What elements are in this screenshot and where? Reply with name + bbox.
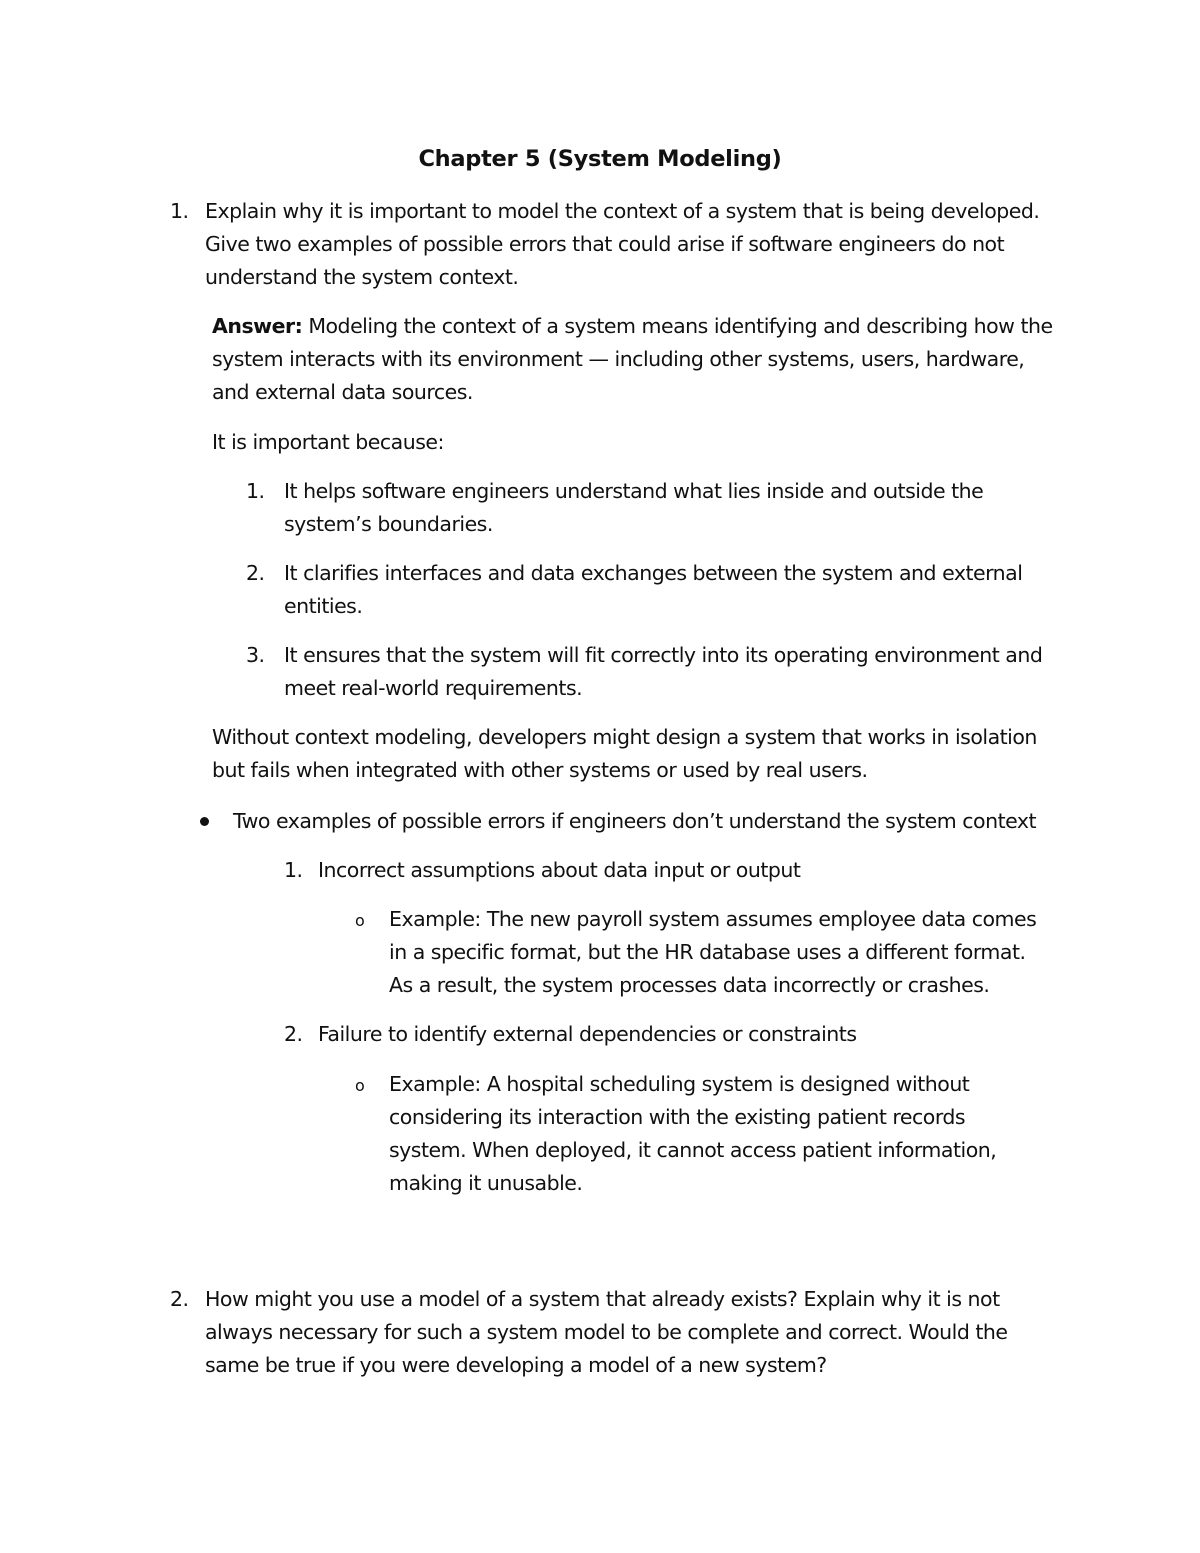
bullet-dot-icon: [200, 817, 209, 826]
reason-2-number: 2.: [246, 561, 265, 585]
error-1-example-line-1: Example: The new payroll system assumes employee data comes: [389, 907, 1037, 931]
page-title: Chapter 5 (System Modeling): [418, 146, 782, 172]
reason-2-line-2: entities.: [284, 594, 363, 618]
error-2-example-line-3: system. When deployed, it cannot access patient information,: [389, 1138, 997, 1162]
answer-text: Modeling the context of a system means identifying and describing how the: [302, 314, 1053, 338]
answer-label: Answer:: [212, 314, 303, 338]
error-2-example-line-2: considering its interaction with the existing patient records: [389, 1105, 966, 1129]
question-2-line-3: same be true if you were developing a model of a new system?: [205, 1353, 827, 1377]
error-2-example-line-4: making it unusable.: [389, 1171, 583, 1195]
important-intro: It is important because:: [212, 430, 444, 454]
question-2-line-1: How might you use a model of a system that already exists? Explain why it is not: [205, 1287, 1000, 1311]
reason-1-line-2: system’s boundaries.: [284, 512, 493, 536]
reason-3-line-1: It ensures that the system will fit correctly into its operating environment and: [284, 643, 1043, 667]
error-2-number: 2.: [284, 1022, 303, 1046]
error-1-example-line-2: in a specific format, but the HR database uses a different format.: [389, 940, 1026, 964]
error-1-title: Incorrect assumptions about data input or output: [318, 858, 801, 882]
reason-1-number: 1.: [246, 479, 265, 503]
without-context-line-2: but fails when integrated with other systems or used by real users.: [212, 758, 868, 782]
question-1-line-3: understand the system context.: [205, 265, 519, 289]
reason-3-line-2: meet real-world requirements.: [284, 676, 583, 700]
reason-2-line-1: It clarifies interfaces and data exchanges between the system and external: [284, 561, 1023, 585]
errors-bullet-text: Two examples of possible errors if engineers don’t understand the system context: [233, 809, 1037, 833]
question-2-line-2: always necessary for such a system model to be complete and correct. Would the: [205, 1320, 1008, 1344]
question-1-line-1: Explain why it is important to model the context of a system that is being developed.: [205, 199, 1040, 223]
without-context-line-1: Without context modeling, developers might design a system that works in isolation: [212, 725, 1037, 749]
answer-paragraph-line-3: and external data sources.: [212, 380, 473, 404]
error-1-example-line-3: As a result, the system processes data incorrectly or crashes.: [389, 973, 990, 997]
question-2-number: 2.: [170, 1287, 189, 1311]
question-1-line-2: Give two examples of possible errors that could arise if software engineers do not: [205, 232, 1005, 256]
question-1-number: 1.: [170, 199, 189, 223]
answer-paragraph-line-1: [212, 313, 1053, 339]
answer-paragraph-line-2: system interacts with its environment — including other systems, users, hardware,: [212, 347, 1025, 371]
error-1-circle-marker-icon: o: [355, 911, 365, 930]
error-2-example-line-1: Example: A hospital scheduling system is designed without: [389, 1072, 970, 1096]
error-2-circle-marker-icon: o: [355, 1076, 365, 1095]
error-1-number: 1.: [284, 858, 303, 882]
error-2-title: Failure to identify external dependencies or constraints: [318, 1022, 857, 1046]
reason-1-line-1: It helps software engineers understand what lies inside and outside the: [284, 479, 984, 503]
reason-3-number: 3.: [246, 643, 265, 667]
